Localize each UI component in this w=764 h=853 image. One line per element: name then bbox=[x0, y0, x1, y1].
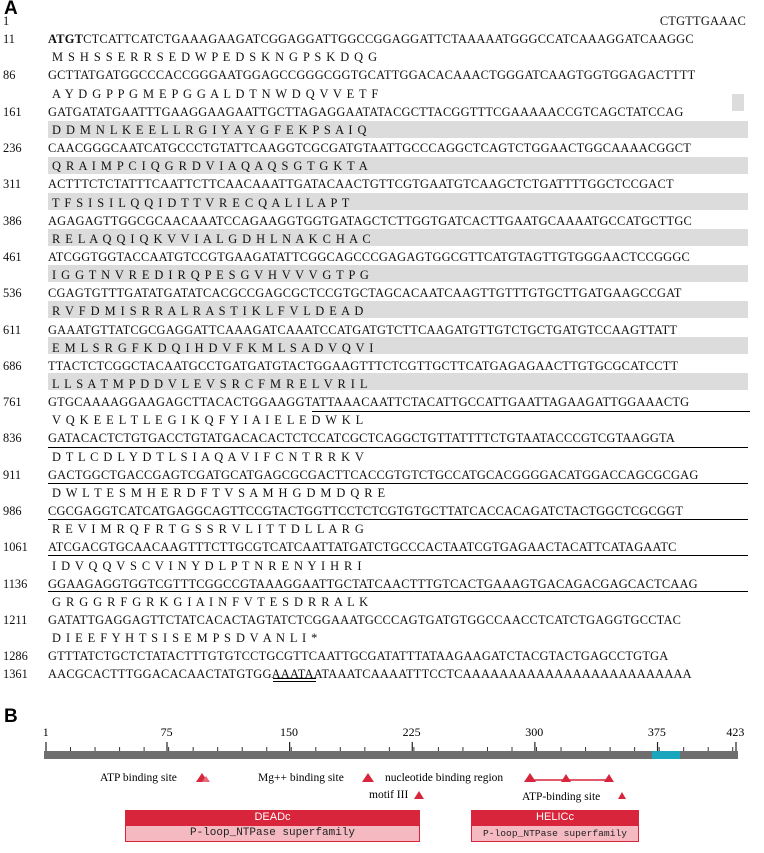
line-number: 161 bbox=[3, 104, 22, 119]
ruler-tick-label: 75 bbox=[160, 725, 173, 739]
sequence-text: D W L T E S M H E R D F T V S A M H G D M D Q R E bbox=[52, 485, 386, 500]
ruler-bar bbox=[44, 751, 738, 759]
atp-binding-site2-label: ATP-binding site bbox=[522, 791, 601, 803]
sequence-text: T F S I S I L Q Q I D T T V R E C Q A L I L A P T bbox=[52, 195, 350, 210]
sequence-text: CTGTTGAAAC bbox=[659, 14, 746, 28]
nucleotide-line bbox=[0, 611, 764, 629]
amino-acid-line bbox=[0, 557, 764, 575]
nucleotide-line bbox=[0, 466, 764, 484]
sequence-text: L L S A T M P D D V L E V S R C F M R E L V R I L bbox=[52, 377, 368, 391]
sequence-text: GTGCAAAAGGAAGAGCTTACACTGGAAGGTATTAAACAATTCTACATTGCCATTGAATTAGAAGATTGGAAACTG bbox=[48, 395, 690, 410]
line-number: 761 bbox=[3, 395, 22, 410]
nucleotide-line bbox=[0, 575, 764, 593]
sequence-text: A Y D G P P G M E P G G A L D T N W D Q V V E T F bbox=[52, 86, 379, 101]
nucleotide-binding-label: nucleotide binding region bbox=[385, 772, 504, 784]
sequence-text: GATATTGAGGAGTTCTATCACACTAGTATCTCGGAAATGCCCAGTGATGTGGCCAACCTCATCTGAGGTGCCTAC bbox=[48, 612, 682, 627]
sequence-text: GAAATGTTATCGCGAGGATTCAAAGATCAAATCCATGATGTCTTCAAGATGTTGTCTGCTGATGTCCAAGTTATT bbox=[48, 322, 678, 337]
mg-binding-site-label: Mg++ binding site bbox=[258, 772, 344, 784]
domain-deadc-name: DEADc bbox=[125, 810, 420, 825]
ruler-tick-label: 423 bbox=[726, 725, 745, 739]
line-number: 1211 bbox=[3, 612, 28, 627]
ruler-tick-label: 1 bbox=[42, 725, 49, 739]
line-number: 686 bbox=[3, 358, 22, 373]
nucleotide-line bbox=[0, 66, 764, 84]
line-number: 386 bbox=[3, 213, 22, 228]
nucleotide-line bbox=[0, 212, 764, 230]
sequence-text: AGAGAGTTGGCGCAACAAATCCAGAAGGTGGTGATAGCTCTTGGTGATCACTTGAATGCAAAATGCCATGCTTGC bbox=[48, 213, 692, 228]
nucleotide-line bbox=[0, 12, 764, 30]
sequence-text: M S H S S E R R S E D W P E D S K N G P S K D Q G bbox=[52, 50, 378, 65]
amino-acid-line bbox=[0, 157, 764, 175]
line-number: 986 bbox=[3, 504, 22, 519]
nucleotide-line bbox=[0, 103, 764, 121]
amino-acid-line bbox=[0, 520, 764, 538]
sequence-text: TTACTCTCGGCTACAATGCCTGATGATGTACTGGAAGTTTCTCGTTGCTTCATGAGAGAACTTGTGCGCATCCTT bbox=[48, 358, 679, 373]
line-number: 1 bbox=[3, 14, 10, 28]
sequence-text: GGAAGAGGTGGTCGTTTCGGCCGTAAAGGAATTGCTATCAACTTTGTCACTGAAAGTGACAGACGAGCACTCAAG bbox=[48, 576, 698, 591]
line-number: 1061 bbox=[3, 540, 28, 555]
sequence-text: GACTGGCTGACCGAGTCGATGCATGAGCGCGACTTCACCGTGTCTGCCATGCACGGGGACATGGACCAGCGCGAG bbox=[48, 467, 699, 482]
amino-acid-line bbox=[0, 629, 764, 647]
ruler-tick-label: 225 bbox=[402, 725, 421, 739]
nucleotide-line bbox=[0, 357, 764, 375]
sequence-text: Q R A I M P C I Q G R D V I A Q A Q S G T G K T A bbox=[52, 159, 368, 174]
sequence-text: CGCGAGGTCATCATGAGGCAGTTCCGTACTGGTTCCTCTCGTGTGCTTATCACCACAGATCTACTGGCTCGCGGT bbox=[48, 504, 684, 519]
sequence-text: GCTTATGATGGCCCACCGGGAATGGAGCCGGGCGGTGCATTGGACACAAACTGGGATCAAGTGGTGGAGACTTTT bbox=[48, 68, 696, 83]
nuc-site-marker-2 bbox=[561, 774, 571, 782]
nuc-site-marker-1 bbox=[524, 773, 536, 782]
amino-acid-line bbox=[0, 121, 764, 139]
line-number: 236 bbox=[3, 141, 22, 156]
nucleotide-line bbox=[0, 248, 764, 266]
sequence-text: I G G T N V R E D I R Q P E S G V H V V V G T P G bbox=[52, 268, 369, 283]
sequence-rest: CTCATTCATCTGAAAGAAGATCGGAGGATTGGCCGGAGGATTCTAAAAATGGGCCATCAAAGGATCAAGGC bbox=[83, 32, 694, 47]
atp-binding-site-label: ATP binding site bbox=[100, 772, 177, 784]
sequence-text: AACGCACTTTGGACACAACTATGTGGAAATAATAAATCAAAATTTCCTCAAAAAAAAAAAAAAAAAAAAAAAAA bbox=[48, 667, 692, 682]
amino-acid-line bbox=[0, 593, 764, 611]
line-number: 611 bbox=[3, 322, 22, 337]
ruler-highlight bbox=[652, 751, 680, 759]
sequence-text: R V F D M I S R R A L R A S T I K L F V L D E A D bbox=[52, 304, 364, 319]
domain-helicc-name: HELICc bbox=[471, 810, 639, 825]
panel-label-b: B bbox=[4, 706, 18, 727]
sequence-text: R E L A Q Q I Q K V V I A L G D H L N A K C H A C bbox=[52, 231, 371, 246]
sequence-text: CAACGGGCAATCATGCCCTGTATTCAAGGTCGCGATGTAATTGCCCAGGCTCAGTCTGGAACTGGCAAAACGGCT bbox=[48, 141, 692, 156]
line-number: 836 bbox=[3, 431, 22, 446]
nucleotide-line bbox=[0, 139, 764, 157]
amino-acid-line bbox=[0, 194, 764, 212]
amino-acid-line bbox=[0, 339, 764, 357]
line-number: 1361 bbox=[3, 667, 28, 682]
panel-label-a: A bbox=[4, 0, 18, 19]
sequence-text: ACTTTCTCTATTTCAATTCTTCAACAAATTGATACAACTGTTCGTGAATGTCAAGCTCTGATTTTGGCTCCGACT bbox=[48, 177, 674, 192]
sequence-text: I D V Q Q V S C V I N Y D L P T N R E N Y I H R I bbox=[52, 558, 362, 573]
nucleotide-line bbox=[0, 647, 764, 665]
amino-acid-line bbox=[0, 375, 764, 393]
nucleotide-line bbox=[0, 175, 764, 193]
amino-acid-line bbox=[0, 266, 764, 284]
line-number: 1136 bbox=[3, 576, 28, 591]
nucleotide-line bbox=[0, 502, 764, 520]
nucleotide-line bbox=[0, 429, 764, 447]
nucleotide-line bbox=[0, 538, 764, 556]
amino-acid-line bbox=[0, 85, 764, 103]
amino-acid-line bbox=[0, 48, 764, 66]
amino-acid-line bbox=[0, 448, 764, 466]
amino-acid-line bbox=[0, 302, 764, 320]
nucleotide-line bbox=[0, 665, 764, 683]
line-number: 11 bbox=[3, 32, 15, 47]
sequence-text: D I E E F Y H T S I S E M P S D V A N L I * bbox=[52, 631, 318, 646]
nucleotide-line bbox=[0, 321, 764, 339]
sequence-text: D T L C D L Y D T L S I A Q A V I F C N T R R K V bbox=[52, 449, 364, 464]
domain-helicc bbox=[471, 810, 639, 842]
amino-acid-line bbox=[0, 484, 764, 502]
domain-helicc-family: P-loop_NTPase superfamily bbox=[471, 825, 639, 842]
start-codon: ATGT bbox=[48, 32, 84, 47]
nucleotide-line bbox=[0, 393, 764, 411]
sequence-text: ATCGGTGGTACCAATGTCCGTGAAGATATTCGGCAGCCCGAGAGTGGCGTTCATGTAGTTGTGGGAACTCCGGGC bbox=[48, 249, 690, 264]
mg-site-marker bbox=[362, 773, 374, 782]
sequence-text: GATACACTCTGTGACCTGTATGACACACTCTCCATCGCTCAGGCTGTTATTTTCTGTAATACCCGTCGTAAGGTA bbox=[48, 431, 676, 446]
motif-iii-marker bbox=[414, 791, 424, 799]
ruler-tick-label: 300 bbox=[525, 725, 544, 739]
line-number: 461 bbox=[3, 249, 22, 264]
line-number: 536 bbox=[3, 286, 22, 301]
nuc-site-marker-3 bbox=[604, 774, 614, 782]
sequence-text: CGAGTGTTTGATATGATATCACGCCGAGCGCTCCGTGCTAGCACAATCAAGTTGTTTGTGCTTGATGAAGCCGAT bbox=[48, 286, 682, 301]
sequence-text: V Q K E E L T L E G I K Q F Y I A I E L E D W K L bbox=[52, 413, 364, 428]
line-number: 311 bbox=[3, 177, 22, 192]
line-number: 1286 bbox=[3, 649, 28, 664]
nucleotide-line bbox=[0, 284, 764, 302]
nucleotide-line bbox=[0, 30, 764, 48]
domain-panel bbox=[0, 720, 764, 853]
line-number: 911 bbox=[3, 467, 22, 482]
ruler-tick-label: 375 bbox=[647, 725, 666, 739]
sequence-text: ATCGACGTGCAACAAGTTTCTTGCGTCATCAATTATGATCTGCCCACTAATCGTGAGAACTACATTCATAGAATC bbox=[48, 540, 677, 555]
motif-iii-label: motif III bbox=[369, 789, 409, 801]
sequence-text: R E V I M R Q F R T G S S R V L I T T D L L A R G bbox=[52, 522, 364, 537]
amino-acid-line bbox=[0, 411, 764, 429]
sequence-text bbox=[48, 30, 694, 48]
amino-acid-line bbox=[0, 230, 764, 248]
sequence-text: GTTTATCTGCTCTATACTTTGTGTCCTGCGTTCAATTGCGATATTTATAAGAAGATCTACGTACTGAGCCTGTGA bbox=[48, 649, 669, 664]
sequence-text: G R G G R F G R K G I A I N F V T E S D R R A L K bbox=[52, 594, 369, 609]
sequence-text: E M L S R G F K D Q I H D V F K M L S A D V Q V I bbox=[52, 340, 374, 355]
ruler-tick-label: 150 bbox=[280, 725, 299, 739]
sequence-text: D D M N L K E E L L R G I Y A Y G F E K P S A I Q bbox=[52, 122, 367, 137]
domain-deadc bbox=[125, 810, 420, 842]
domain-deadc-family: P-loop_NTPase superfamily bbox=[125, 825, 420, 842]
line-number: 86 bbox=[3, 68, 16, 83]
sequence-text: GATGATATGAATTTGAAGGAAGAATTGCTTAGAGGAATATACGCTTACGGTTTCGAAAAACCGTCAGCTATCCAG bbox=[48, 104, 684, 119]
atp-site2-marker bbox=[618, 792, 626, 799]
